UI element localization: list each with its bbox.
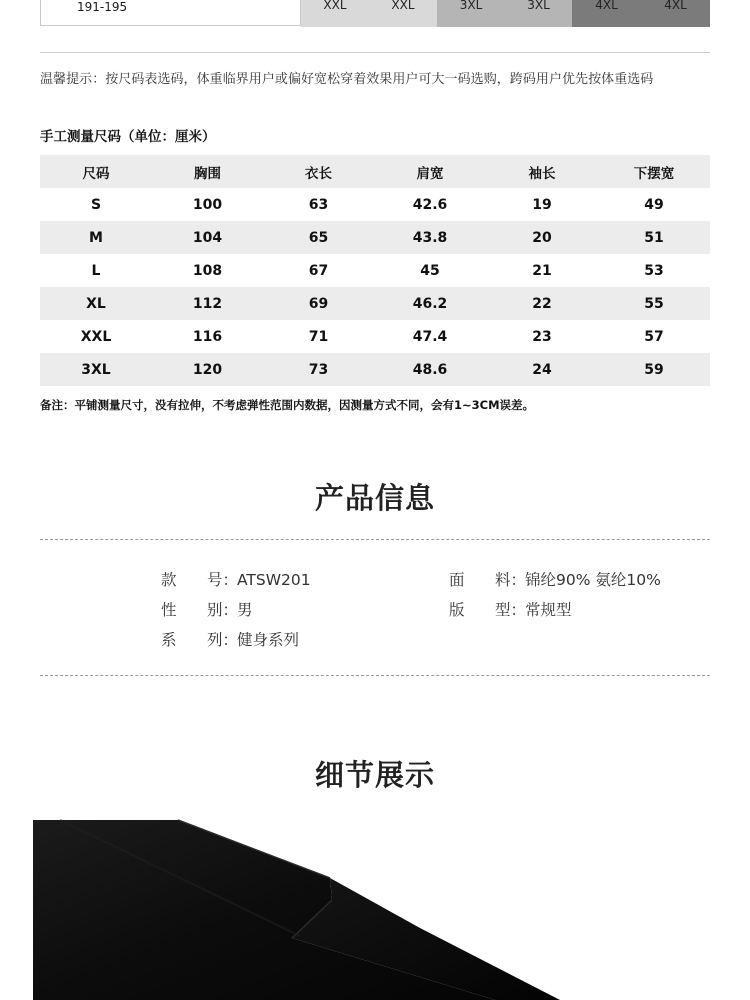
info-label-char: 面 — [449, 571, 465, 589]
table-cell: 46.2 — [412, 295, 448, 312]
info-value: 锦纶90% 氨纶10% — [525, 571, 661, 589]
info-value: 健身系列 — [237, 631, 300, 649]
detail-title: 细节展示 — [314, 758, 435, 792]
header-cell: 肩宽 — [416, 165, 444, 182]
table-cell: 19 — [532, 196, 552, 213]
info-value: ATSW201 — [237, 571, 311, 589]
table-cell: 51 — [644, 229, 664, 246]
info-value: 男 — [237, 601, 253, 619]
table-cell: 63 — [308, 196, 329, 213]
info-label: 系 列： — [161, 628, 237, 650]
info-label-char: 别 — [207, 601, 223, 619]
size-cell — [301, 0, 369, 27]
table-cell: 65 — [308, 229, 329, 246]
size-cell-label: 3XL — [459, 0, 483, 12]
table-cell: 22 — [532, 295, 552, 312]
info-item-series — [161, 628, 299, 650]
table-cell: 73 — [308, 361, 329, 378]
divider — [40, 52, 710, 53]
recommend-table-fragment — [40, 0, 710, 28]
table-cell: 48.6 — [412, 361, 448, 378]
info-item-style-no — [161, 568, 311, 590]
table-cell: 24 — [532, 361, 552, 378]
info-label: 版 型： — [449, 598, 525, 620]
table-cell: 67 — [308, 262, 329, 279]
info-label-char: 版 — [449, 601, 465, 619]
info-label-char: 列 — [207, 631, 223, 649]
info-label-char: 款 — [161, 571, 177, 589]
table-cell: 49 — [644, 196, 664, 213]
size-cell-label: XXL — [323, 0, 347, 12]
table-cell: 21 — [532, 262, 552, 279]
info-label: 款 号： — [161, 568, 237, 590]
table-cell: 57 — [644, 328, 664, 345]
table-cell: 59 — [644, 361, 664, 378]
info-label-char: 号 — [207, 571, 223, 589]
size-cell-label: XXL — [391, 0, 415, 12]
info-value: 常规型 — [525, 601, 572, 619]
header-cell: 袖长 — [528, 165, 556, 182]
table-row — [40, 353, 710, 386]
size-cell — [505, 0, 572, 27]
table-row — [40, 188, 710, 221]
size-table-header-row — [40, 155, 710, 188]
info-label-char: 性 — [161, 601, 177, 619]
table-cell: 116 — [192, 328, 223, 345]
size-cell-label: 4XL — [664, 0, 687, 12]
table-cell: M — [89, 229, 103, 246]
table-cell: 42.6 — [412, 196, 448, 213]
info-label-char: 料 — [495, 571, 511, 589]
table-cell: 20 — [532, 229, 552, 246]
table-cell: XL — [86, 295, 106, 312]
size-cell-label: 3XL — [527, 0, 550, 12]
table-cell: 55 — [644, 295, 664, 312]
table-cell: 108 — [192, 262, 223, 279]
info-item-fit — [449, 598, 572, 620]
info-label: 面 料： — [449, 568, 525, 590]
header-cell: 衣长 — [305, 165, 332, 182]
info-label-char: 系 — [161, 631, 177, 649]
size-tip: 温馨提示：按尺码表选码，体重临界用户或偏好宽松穿着效果用户可大一码选购，跨码用户优先按体重选码 — [40, 72, 654, 87]
table-cell: 104 — [192, 229, 223, 246]
table-cell: XXL — [80, 328, 112, 345]
table-cell: 53 — [644, 262, 664, 279]
info-item-gender — [161, 598, 253, 620]
size-cell — [641, 0, 710, 27]
table-cell: S — [90, 196, 102, 213]
table-row — [40, 287, 710, 320]
info-item-material — [449, 568, 661, 590]
size-cell — [369, 0, 437, 27]
size-cell — [572, 0, 641, 27]
size-table-title: 手工测量尺码（单位：厘米） — [40, 129, 216, 145]
size-cell-label: 4XL — [595, 0, 618, 12]
table-cell: 43.8 — [412, 229, 448, 246]
table-row — [40, 254, 710, 287]
table-cell: 47.4 — [412, 328, 448, 345]
size-cell — [437, 0, 505, 27]
size-table — [40, 155, 710, 386]
height-range-cell — [40, 0, 301, 26]
header-cell: 尺码 — [82, 165, 110, 182]
info-label-char: 型 — [495, 601, 511, 619]
table-cell: 112 — [192, 295, 223, 312]
info-label: 性 别： — [161, 598, 237, 620]
product-info-title: 产品信息 — [314, 481, 435, 515]
dashed-divider — [40, 675, 710, 676]
table-cell: 23 — [532, 328, 552, 345]
table-row — [40, 221, 710, 254]
shirt-photo-svg — [0, 818, 750, 1000]
table-cell: 69 — [308, 295, 329, 312]
table-cell: 45 — [420, 262, 440, 279]
table-cell: 71 — [308, 328, 329, 345]
header-cell: 下摆宽 — [633, 165, 675, 182]
dashed-divider — [40, 539, 710, 540]
black-shirt-collar-image — [0, 818, 750, 1000]
table-cell: 120 — [192, 361, 223, 378]
table-cell: 100 — [192, 196, 223, 213]
header-cell: 胸围 — [194, 165, 221, 182]
height-range-label: 191-195 — [77, 0, 128, 14]
table-cell: L — [91, 262, 101, 279]
table-cell: 3XL — [81, 361, 111, 378]
size-note: 备注：平铺测量尺寸，没有拉伸，不考虑弹性范围内数据，因测量方式不同，会有1~3CM误差。 — [40, 398, 535, 412]
table-row — [40, 320, 710, 353]
